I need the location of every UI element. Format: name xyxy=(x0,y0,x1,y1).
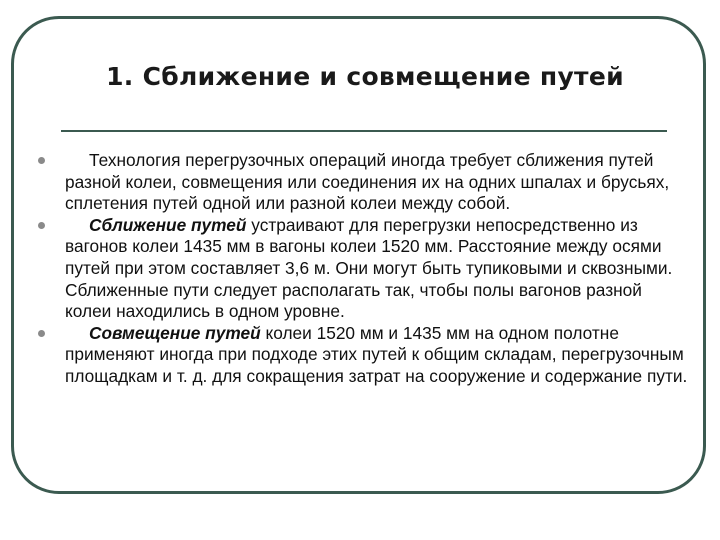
paragraph-text: Технология перегрузочных операций иногда требует сближения путей разной колеи, совмещения или соединения их на одних шпалах и брусьях, сплетения путей одной или разной колеи между собой. xyxy=(65,150,670,214)
paragraph-text: устраивают для перегрузки непосредственно из вагонов колеи 1435 мм в вагоны колеи 1520 мм. Расстояние между осями путей при этом составляет 3,6 м. Они могут быть тупиковыми и сквозными. Сближенные пути следует располагать так, чтобы полы вагонов разной колеи находились в одном уровне. xyxy=(65,214,673,322)
bullet-dot-icon xyxy=(38,222,45,229)
bullet-list xyxy=(38,150,688,388)
bullet-dot-icon xyxy=(38,157,45,164)
list-item xyxy=(38,150,688,215)
list-item xyxy=(38,215,688,323)
paragraph-text: колеи 1520 мм и 1435 мм на одном полотне применяют иногда при подходе этих путей к общим складам, перегрузочным площадкам и т. д. для сокращения затрат на сооружение и содержание пути. xyxy=(65,322,688,386)
paragraph-term: Совмещение путей xyxy=(89,322,261,343)
paragraph-term: Сближение путей xyxy=(89,214,247,235)
slide-title: 1. Сближение и совмещение путей xyxy=(106,62,624,91)
bullet-dot-icon xyxy=(38,330,45,337)
list-item xyxy=(38,323,688,388)
title-divider xyxy=(61,130,667,132)
